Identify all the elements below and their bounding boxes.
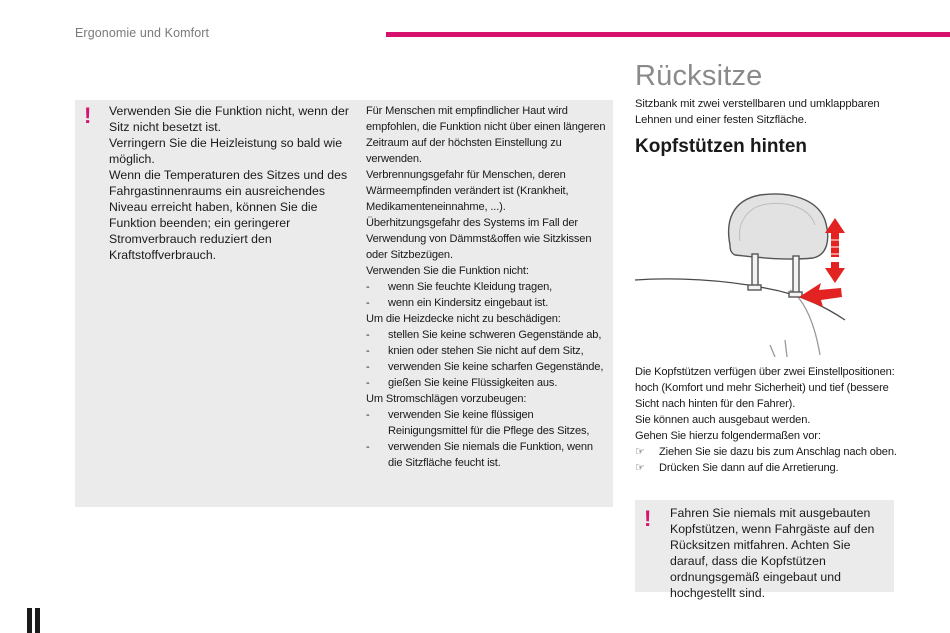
warning-right-intro: Für Menschen mit empfindlicher Haut wird empfohlen, die Funktion nicht über einen längeren Zeitraum auf der höchsten Einstellung zu verwenden. (366, 105, 606, 165)
list-item: - gießen Sie keine Flüssigkeiten aus. (366, 377, 558, 389)
dash-bullet: - (366, 345, 370, 357)
section-subtitle: Sitzbank mit zwei verstellbaren und umklappbaren Lehnen und einer festen Sitzfläche. (635, 98, 880, 126)
list-item: - verwenden Sie niemals die Funktion, wenn die Sitzfläche feucht ist. (366, 441, 593, 469)
push-lock-arrow-icon (799, 283, 842, 307)
chapter-title: Ergonomie und Komfort (75, 26, 210, 40)
warning-left-line: Verwenden Sie die Funktion nicht, wenn der Sitz nicht besetzt ist. (109, 104, 349, 134)
headrest-description (635, 364, 905, 476)
description-paragraph: Sie können auch ausgebaut werden. (635, 414, 811, 426)
dash-bullet: - (366, 377, 370, 389)
headrest-warning-text: Fahren Sie niemals mit ausgebauten Kopfstützen, wenn Fahrgäste auf den Rücksitzen mitfahren. Achten Sie darauf, dass die Kopfstützen ordnungsgemäß eingebaut und hochgestellt sind. (670, 506, 875, 600)
list-heading: Um die Heizdecke nicht zu beschädigen: (366, 313, 561, 325)
dash-bullet: - (366, 329, 370, 341)
step-item: ☞ Drücken Sie dann auf die Arretierung. (635, 462, 839, 474)
list-item: - verwenden Sie keine scharfen Gegenstände, (366, 361, 604, 373)
list-heading: Um Stromschlägen vorzubeugen: (366, 393, 527, 405)
section-title: Rücksitze (635, 60, 763, 92)
description-paragraph: Die Kopfstützen verfügen über zwei Einstellpositionen: hoch (Komfort und mehr Sicherheit) und tief (bessere Sicht nach hinten für den Fahrer). (635, 366, 895, 410)
hand-pointer-icon: ☞ (635, 462, 645, 474)
list-item: - stellen Sie keine schweren Gegenstände ab, (366, 329, 602, 341)
warning-left-column (109, 103, 354, 263)
dash-bullet: - (366, 297, 370, 309)
description-paragraph: Gehen Sie hierzu folgendermaßen vor: (635, 430, 821, 442)
page-corner-mark (24, 603, 44, 633)
list-item: - wenn ein Kindersitz eingebaut ist. (366, 297, 549, 309)
hand-pointer-icon: ☞ (635, 446, 645, 458)
list-item: - knien oder stehen Sie nicht auf dem Sitz, (366, 345, 584, 357)
warning-exclamation-icon: ! (644, 506, 652, 531)
warning-right-intro: Verbrennungsgefahr für Menschen, deren Wärmeempfinden verändert ist (Krankheit, Medikamenteneinnahme, ...). (366, 169, 569, 213)
warning-left-line: Verringern Sie die Heizleistung so bald wie möglich. (109, 136, 343, 166)
dash-bullet: - (366, 409, 370, 421)
headrest-heading: Kopfstützen hinten (635, 136, 808, 157)
warning-right-column (366, 103, 606, 471)
dash-bullet: - (366, 281, 370, 293)
step-item: ☞ Ziehen Sie sie dazu bis zum Anschlag nach oben. (635, 446, 897, 458)
warning-right-intro: Überhitzungsgefahr des Systems im Fall der Verwendung von Dämmst&offen wie Sitzkissen oder Sitzbezügen. (366, 217, 592, 261)
warning-exclamation-icon: ! (84, 103, 92, 128)
dash-bullet: - (366, 441, 370, 453)
headrest-cushion (729, 194, 828, 259)
dash-bullet: - (366, 361, 370, 373)
up-down-arrow-icon (825, 218, 845, 283)
header-accent-bar (386, 32, 950, 37)
list-item: - wenn Sie feuchte Kleidung tragen, (366, 281, 553, 293)
list-item: - verwenden Sie keine flüssigen Reinigungsmittel für die Pflege des Sitzes, (366, 409, 590, 437)
headrest-illustration (635, 185, 850, 357)
warning-left-line: Wenn die Temperaturen des Sitzes und des Fahrgastinnenraums ein ausreichendes Niveau erreicht haben, können Sie die Funktion beenden; ein geringerer Stromverbrauch reduziert den Kraftstoffverbrauch. (109, 168, 348, 262)
list-heading: Verwenden Sie die Funktion nicht: (366, 265, 529, 277)
